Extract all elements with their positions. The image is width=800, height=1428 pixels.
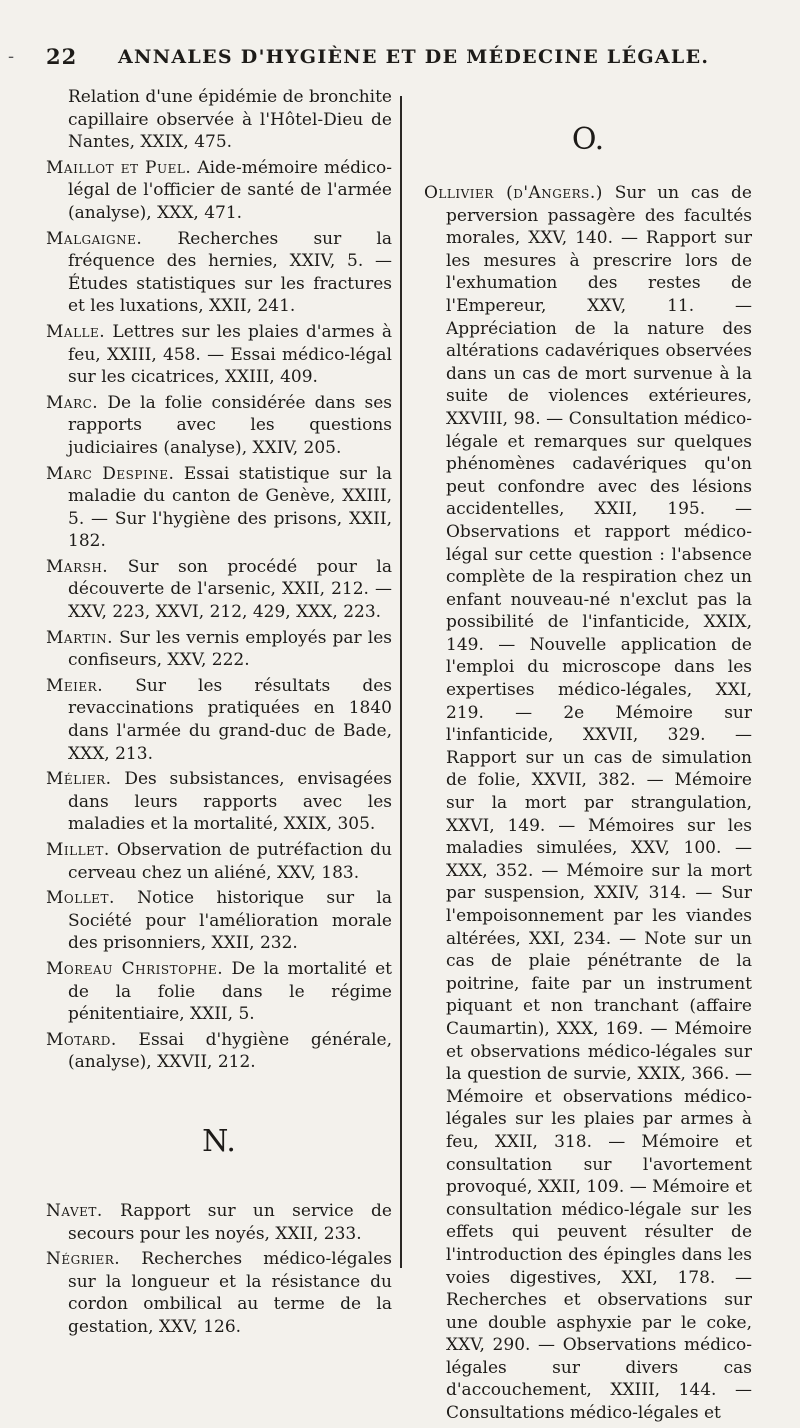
section-letter-n: N. bbox=[202, 1123, 236, 1159]
entry-author: Moreau Christophe. bbox=[46, 958, 224, 979]
entry-text: Sur son procédé pour la découverte de l'arsenic, XXII, 212. — XXV, 223, XXVI, 212, 429, XXX, 223. bbox=[68, 556, 392, 623]
entry-author: Navet. bbox=[46, 1200, 103, 1221]
index-entry bbox=[46, 321, 392, 389]
entry-author: Martin. bbox=[46, 627, 114, 648]
index-entry bbox=[46, 887, 392, 955]
index-entry bbox=[46, 157, 392, 225]
entry-text: Sur les résultats des revaccinations pratiquées en 1840 dans l'armée du grand-duc de Bade, XXX, 213. bbox=[68, 675, 392, 764]
index-entry bbox=[46, 839, 392, 884]
entry-author: Marc Despine. bbox=[46, 463, 175, 484]
entry-text: Essai d'hygiène générale, (analyse), XXVII, 212. bbox=[68, 1029, 392, 1073]
index-entry bbox=[46, 1029, 392, 1074]
entry-author: Malle. bbox=[46, 321, 106, 342]
index-entry bbox=[46, 392, 392, 460]
index-entry bbox=[46, 627, 392, 672]
page-header bbox=[0, 44, 800, 76]
index-entry bbox=[46, 958, 392, 1026]
entry-text: De la folie considérée dans ses rapports avec les questions judiciaires (analyse), XXIV, 205. bbox=[68, 392, 392, 458]
entry-author: Ollivier (d'Angers.) bbox=[424, 183, 603, 203]
index-entry bbox=[46, 556, 392, 624]
index-entry bbox=[46, 675, 392, 765]
entry-text: Sur un cas de perversion passagère des facultés morales, XXV, 140. — Rapport sur les mesures à prescrire lors de l'exhumation des restes de l'Empereur, XXV, 11. — Appréciation de la nature des altérations cadavériques observées dans un cas de mort survenue à la suite de violences extérieures, XXVIII, 98. — Consultation médico-légale et remarques sur quelques phénomènes cadavériques qu'on peut confondre avec des lésions accidentelles, XXII, 195. — Observations et rapport médico-légal sur cette question : l'absence complète de la respiration chez un enfant nouveau-né n'exclut pas la possibilité de l'infanticide, XXIX, 149. — Nouvelle application de l'emploi du microscope dans les expertises médico-légales, XXI, 219. — 2e Mémoire sur l'infanticide, XXVII, 329. — Rapport sur un cas de simulation de folie, XXVII, 382. — Mémoire sur la mort par strangulation, XXVI, 149. — Mémoires sur les maladies simulées, XXV, 100. — XXX, 352. — Mémoire sur la mort par suspension, XXIV, 314. — Sur l'empoisonnement par les viandes altérées, XXI, 234. — Note sur un cas de plaie pénétrante de la poitrine, faite par un instrument piquant et non tranchant (affaire Caumartin), XXX, 169. — Mémoire et observations médico-légales sur la question de survie, XXIX, 366. — Mémoire et observations médico-légales sur les plaies par armes à feu, XXII, 318. — Mémoire et consultation sur l'avortement provoqué, XXII, 109. — Mémoire et consultation médico-légale sur les effets qui peuvent résulter de l'introduction des épingles dans les voies digestives, XXI, 178. — Recherches et observations sur une double asphyxie par le coke, XXV, 290. — Observations médico-légales sur divers cas d'accouchement, XXIII, 144. — Consultations médico-légales et bbox=[446, 183, 752, 1424]
entry-text: Aide-mémoire médico-légal de l'officier de santé de l'armée (analyse), XXX, 471. bbox=[68, 157, 392, 223]
entry-author: Marc. bbox=[46, 392, 99, 413]
entry-text: De la mortalité et de la folie dans le régime pénitentiaire, XXII, 5. bbox=[68, 958, 392, 1025]
entry-text: Lettres sur les plaies d'armes à feu, XXIII, 458. — Essai médico-légal sur les cicatrices, XXIII, 409. bbox=[68, 321, 392, 388]
margin-dash: - bbox=[8, 46, 15, 67]
index-entry bbox=[46, 1200, 392, 1245]
entry-text: Recherches médico-légales sur la longueur et la résistance du cordon ombilical au terme de la gestation, XXV, 126. bbox=[68, 1249, 392, 1337]
entry-author: Malgaigne. bbox=[46, 228, 143, 249]
page-number: 22 bbox=[46, 44, 78, 69]
entry-text: Des subsistances, envisagées dans leurs rapports avec les maladies et la mortalité, XXIX, 305. bbox=[68, 769, 392, 835]
entry-author: Marsh. bbox=[46, 556, 109, 577]
entry-text: Relation d'une épidémie de bronchite capillaire observée à l'Hôtel-Dieu de Nantes, XXIX, 475. bbox=[68, 87, 392, 153]
entry-author: Motard. bbox=[46, 1029, 117, 1050]
entry-author: Mollet. bbox=[46, 888, 115, 909]
entry-text: Rapport sur un service de secours pour les noyés, XXII, 233. bbox=[68, 1200, 392, 1244]
index-entry bbox=[46, 768, 392, 836]
index-entry bbox=[424, 182, 752, 1425]
entry-text: Sur les vernis employés par les confiseurs, XXV, 222. bbox=[68, 627, 392, 671]
entry-author: Négrier. bbox=[46, 1249, 121, 1270]
left-column bbox=[46, 86, 392, 1342]
right-column bbox=[424, 86, 752, 1428]
section-letter-o: O. bbox=[571, 122, 605, 157]
index-entry bbox=[46, 1248, 392, 1338]
index-entry bbox=[46, 228, 392, 318]
entry-text: Observation de putréfaction du cerveau chez un aliéné, XXV, 183. bbox=[68, 840, 392, 883]
entry-author: Meier. bbox=[46, 675, 104, 696]
entry-author: Millet. bbox=[46, 840, 110, 860]
entry-author: Maillot et Puel. bbox=[46, 157, 192, 178]
entry-text: Recherches sur la fréquence des hernies, XXIV, 5. — Études statistiques sur les fractures et les luxations, XXII, 241. bbox=[68, 228, 392, 317]
entry-text: Essai statistique sur la maladie du canton de Genève, XXIII, 5. — Sur l'hygiène des prisons, XXII, 182. bbox=[68, 463, 392, 552]
entry-text: Notice historique sur la Société pour l'amélioration morale des prisonniers, XXII, 232. bbox=[68, 888, 392, 954]
running-title: ANNALES D'HYGIÈNE ET DE MÉDECINE LÉGALE. bbox=[118, 46, 710, 68]
column-divider bbox=[400, 96, 402, 1268]
index-entry bbox=[46, 463, 392, 553]
index-entry bbox=[46, 86, 392, 154]
entry-author: Mélier. bbox=[46, 769, 112, 790]
